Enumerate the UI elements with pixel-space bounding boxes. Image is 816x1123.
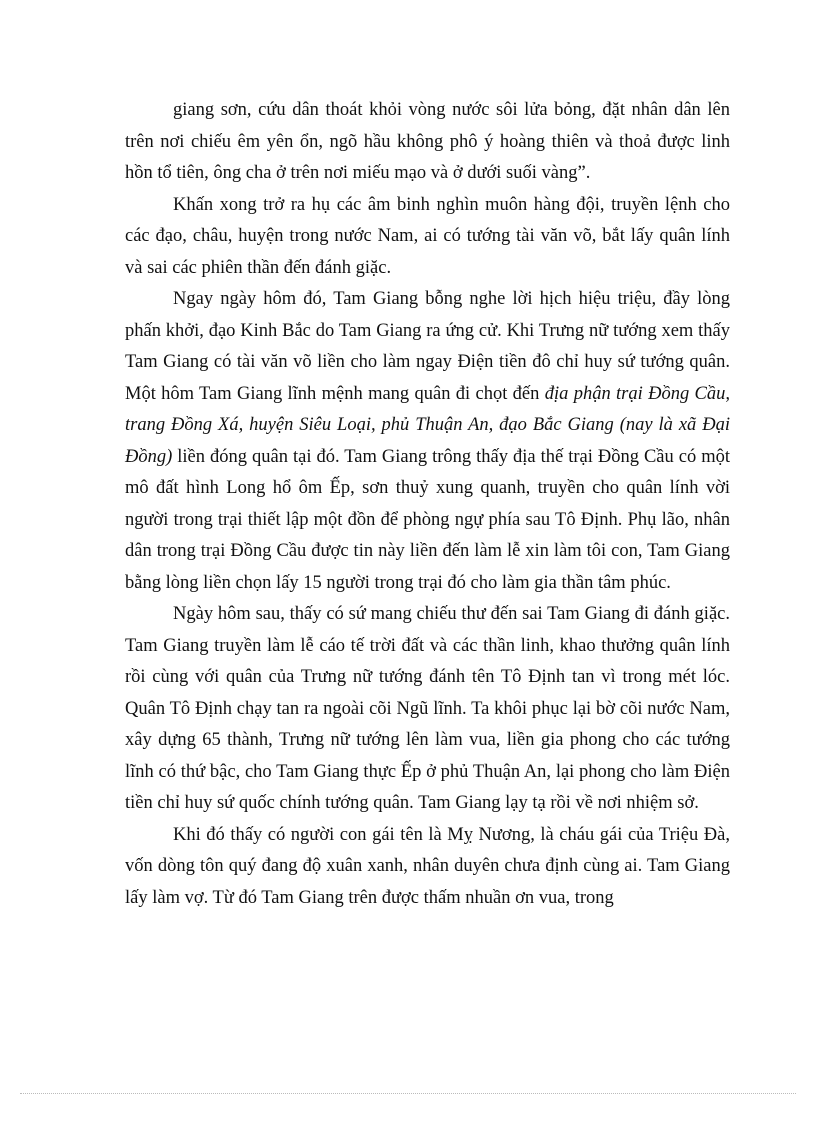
paragraph-text: giang sơn, cứu dân thoát khỏi vòng nước sôi lửa bỏng, đặt nhân dân lên trên nơi chiếu êm yên ổn, ngõ hầu không phô ý hoàng thiên và thoả được linh hồn tổ tiên, ông cha ở trên nơi miếu mạo và ở dưới suối vàng”.	[125, 100, 730, 183]
paragraph-1	[125, 95, 730, 190]
paragraph-text: Khi đó thấy có người con gái tên là Mỵ Nương, là cháu gái của Triệu Đà, vốn dòng tôn quý đang độ xuân xanh, nhân duyên chưa định cùng ai. Tam Giang lấy làm vợ. Từ đó Tam Giang trên được thấm nhuần ơn vua, trong	[125, 824, 730, 908]
paragraph-text: Ngay ngày hôm đó, Tam Giang bỗng nghe lời hịch hiệu triệu, đầy lòng phấn khởi, đạo Kinh Bắc do Tam Giang ra ứng cử. Khi Trưng nữ tướng xem thấy Tam Giang có tài văn võ liền cho làm ngay Điện tiền đô chỉ huy sứ tướng quân. Một hôm Tam Giang lĩnh mệnh mang quân đi chọt đến	[125, 289, 730, 404]
paragraph-5	[125, 820, 730, 915]
paragraph-3	[125, 284, 730, 599]
paragraph-2	[125, 190, 730, 285]
document-body	[125, 95, 730, 914]
paragraph-4	[125, 599, 730, 820]
paragraph-text: Khấn xong trở ra hụ các âm binh nghìn muôn hàng đội, truyền lệnh cho các đạo, châu, huyện trong nước Nam, ai có tướng tài văn võ, bắt lấy quân lính và sai các phiên thần đến đánh giặc.	[125, 194, 730, 278]
footer-divider	[20, 1093, 796, 1094]
paragraph-text: Ngày hôm sau, thấy có sứ mang chiếu thư đến sai Tam Giang đi đánh giặc. Tam Giang truyền làm lễ cáo tế trời đất và các thần linh, khao thưởng quân lính rồi cùng với quân của Trưng nữ tướng đánh tên Tô Định tan vì trong mét lóc. Quân Tô Định chạy tan ra ngoài cõi Ngũ lĩnh. Ta khôi phục lại bờ cõi nước Nam, xây dựng 65 thành, Trưng nữ tướng lên làm vua, liền gia phong cho các tướng lĩnh có thứ bậc, cho Tam Giang thực Ếp ở phủ Thuận An, lại phong cho làm Điện tiền chỉ huy sứ quốc chính tướng quân. Tam Giang lạy tạ rồi về nơi nhiệm sở.	[125, 604, 730, 813]
italic-place-name: địa phận trại Đồng Cầu, trang Đồng Xá, huyện Siêu Loại, phủ Thuận An, đạo Bắc Giang (nay là xã Đại Đồng)	[125, 383, 730, 467]
paragraph-text: liền đóng quân tại đó. Tam Giang trông thấy địa thế trại Đồng Cầu có một mô đất hình Long hổ ôm Ếp, sơn thuỷ xung quanh, truyền cho quân lính vời người trong trại thiết lập một đồn để phòng ngự phía sau Tô Định. Phụ lão, nhân dân trong trại Đồng Cầu được tin này liền đến làm lễ xin làm tôi con, Tam Giang bằng lòng liền chọn lấy 15 người trong trại đó cho làm gia thần tâm phúc.	[125, 446, 730, 593]
